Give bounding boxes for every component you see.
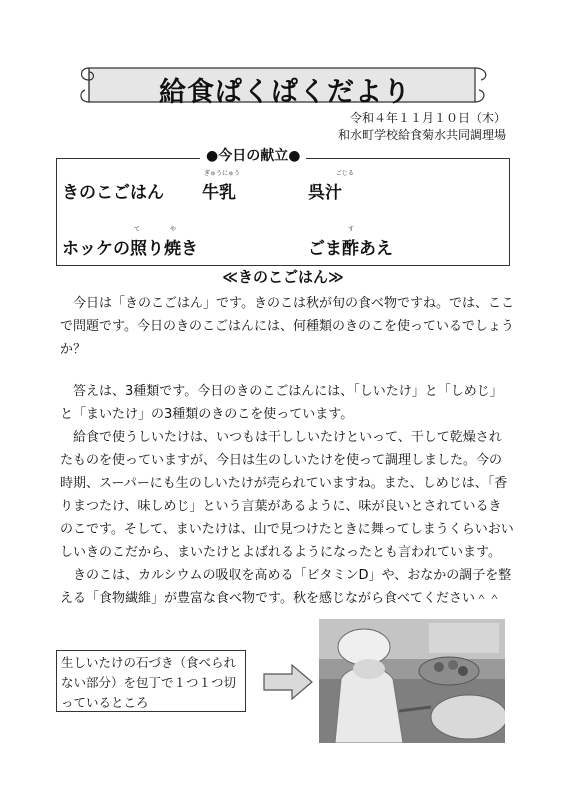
article-paragraph-3: 給食で使うしいたけは、いつもは干ししいたけといって、干して乾燥されたものを使っていますが、今日は生のしいたけを使って調理しました。今の時期、スーパーにも生のしいたけが売られていますね。また、しめじは、「香りまつたけ、味しめじ」という言葉があるように、味が良いとされているきのこです。そして、まいたけは、山で見つけたときに舞ってしまうくらいおいしいきのこだから、まいたけとよばれるようになったとも言われています。 (60, 430, 514, 560)
article-paragraph-1: 今日は「きのこごはん」です。きのこは秋が旬の食べ物ですね。では、ここで問題です。今日のきのこごはんには、何種類のきのこを使っているでしょうか？ (60, 296, 514, 357)
article-paragraph-2: 答えは、3種類です。今日のきのこごはんには、「しいたけ」と「しめじ」と「まいたけ」の3種類のきのこを使っています。 (60, 384, 503, 422)
furigana-su: す (348, 226, 355, 233)
right-arrow-icon (262, 662, 314, 702)
issue-date: 令和４年１１月１０日（木） (349, 111, 506, 125)
article-title: ≪きのこごはん≫ (222, 268, 344, 286)
article-paragraph-4: きのこは、カルシウムの吸収を高める「ビタミンD」や、おなかの調子を整える「食物繊維」が豊富な食べ物です。秋を感じながら食べてください＾＾ (60, 568, 512, 606)
furigana-gojiru: ごじる (336, 170, 355, 177)
menu-heading: ●今日の献立● (200, 145, 306, 165)
menu-item-goma-su-ae: ごま酢あえ (308, 239, 393, 259)
page-title: 給食ぱくぱくだより (159, 77, 411, 108)
menu-item-gojiru: 呉汁 (308, 183, 342, 203)
school-name: 和水町学校給食菊水共同調理場 (337, 128, 506, 142)
title-banner (75, 62, 495, 110)
cooking-photo (319, 619, 505, 743)
furigana-milk: ぎゅうにゅう (204, 170, 240, 177)
menu-item-milk: 牛乳 (202, 183, 236, 203)
menu-item-kinoko-gohan: きのこごはん (62, 183, 164, 203)
menu-item-hokke: ホッケの照り焼き (62, 239, 198, 259)
furigana-yaki: や (170, 226, 177, 233)
photo-caption: 生しいたけの石づき（食べられない部分）を包丁で１つ１つ切っているところ (56, 650, 246, 712)
furigana-teri: て (134, 226, 141, 233)
